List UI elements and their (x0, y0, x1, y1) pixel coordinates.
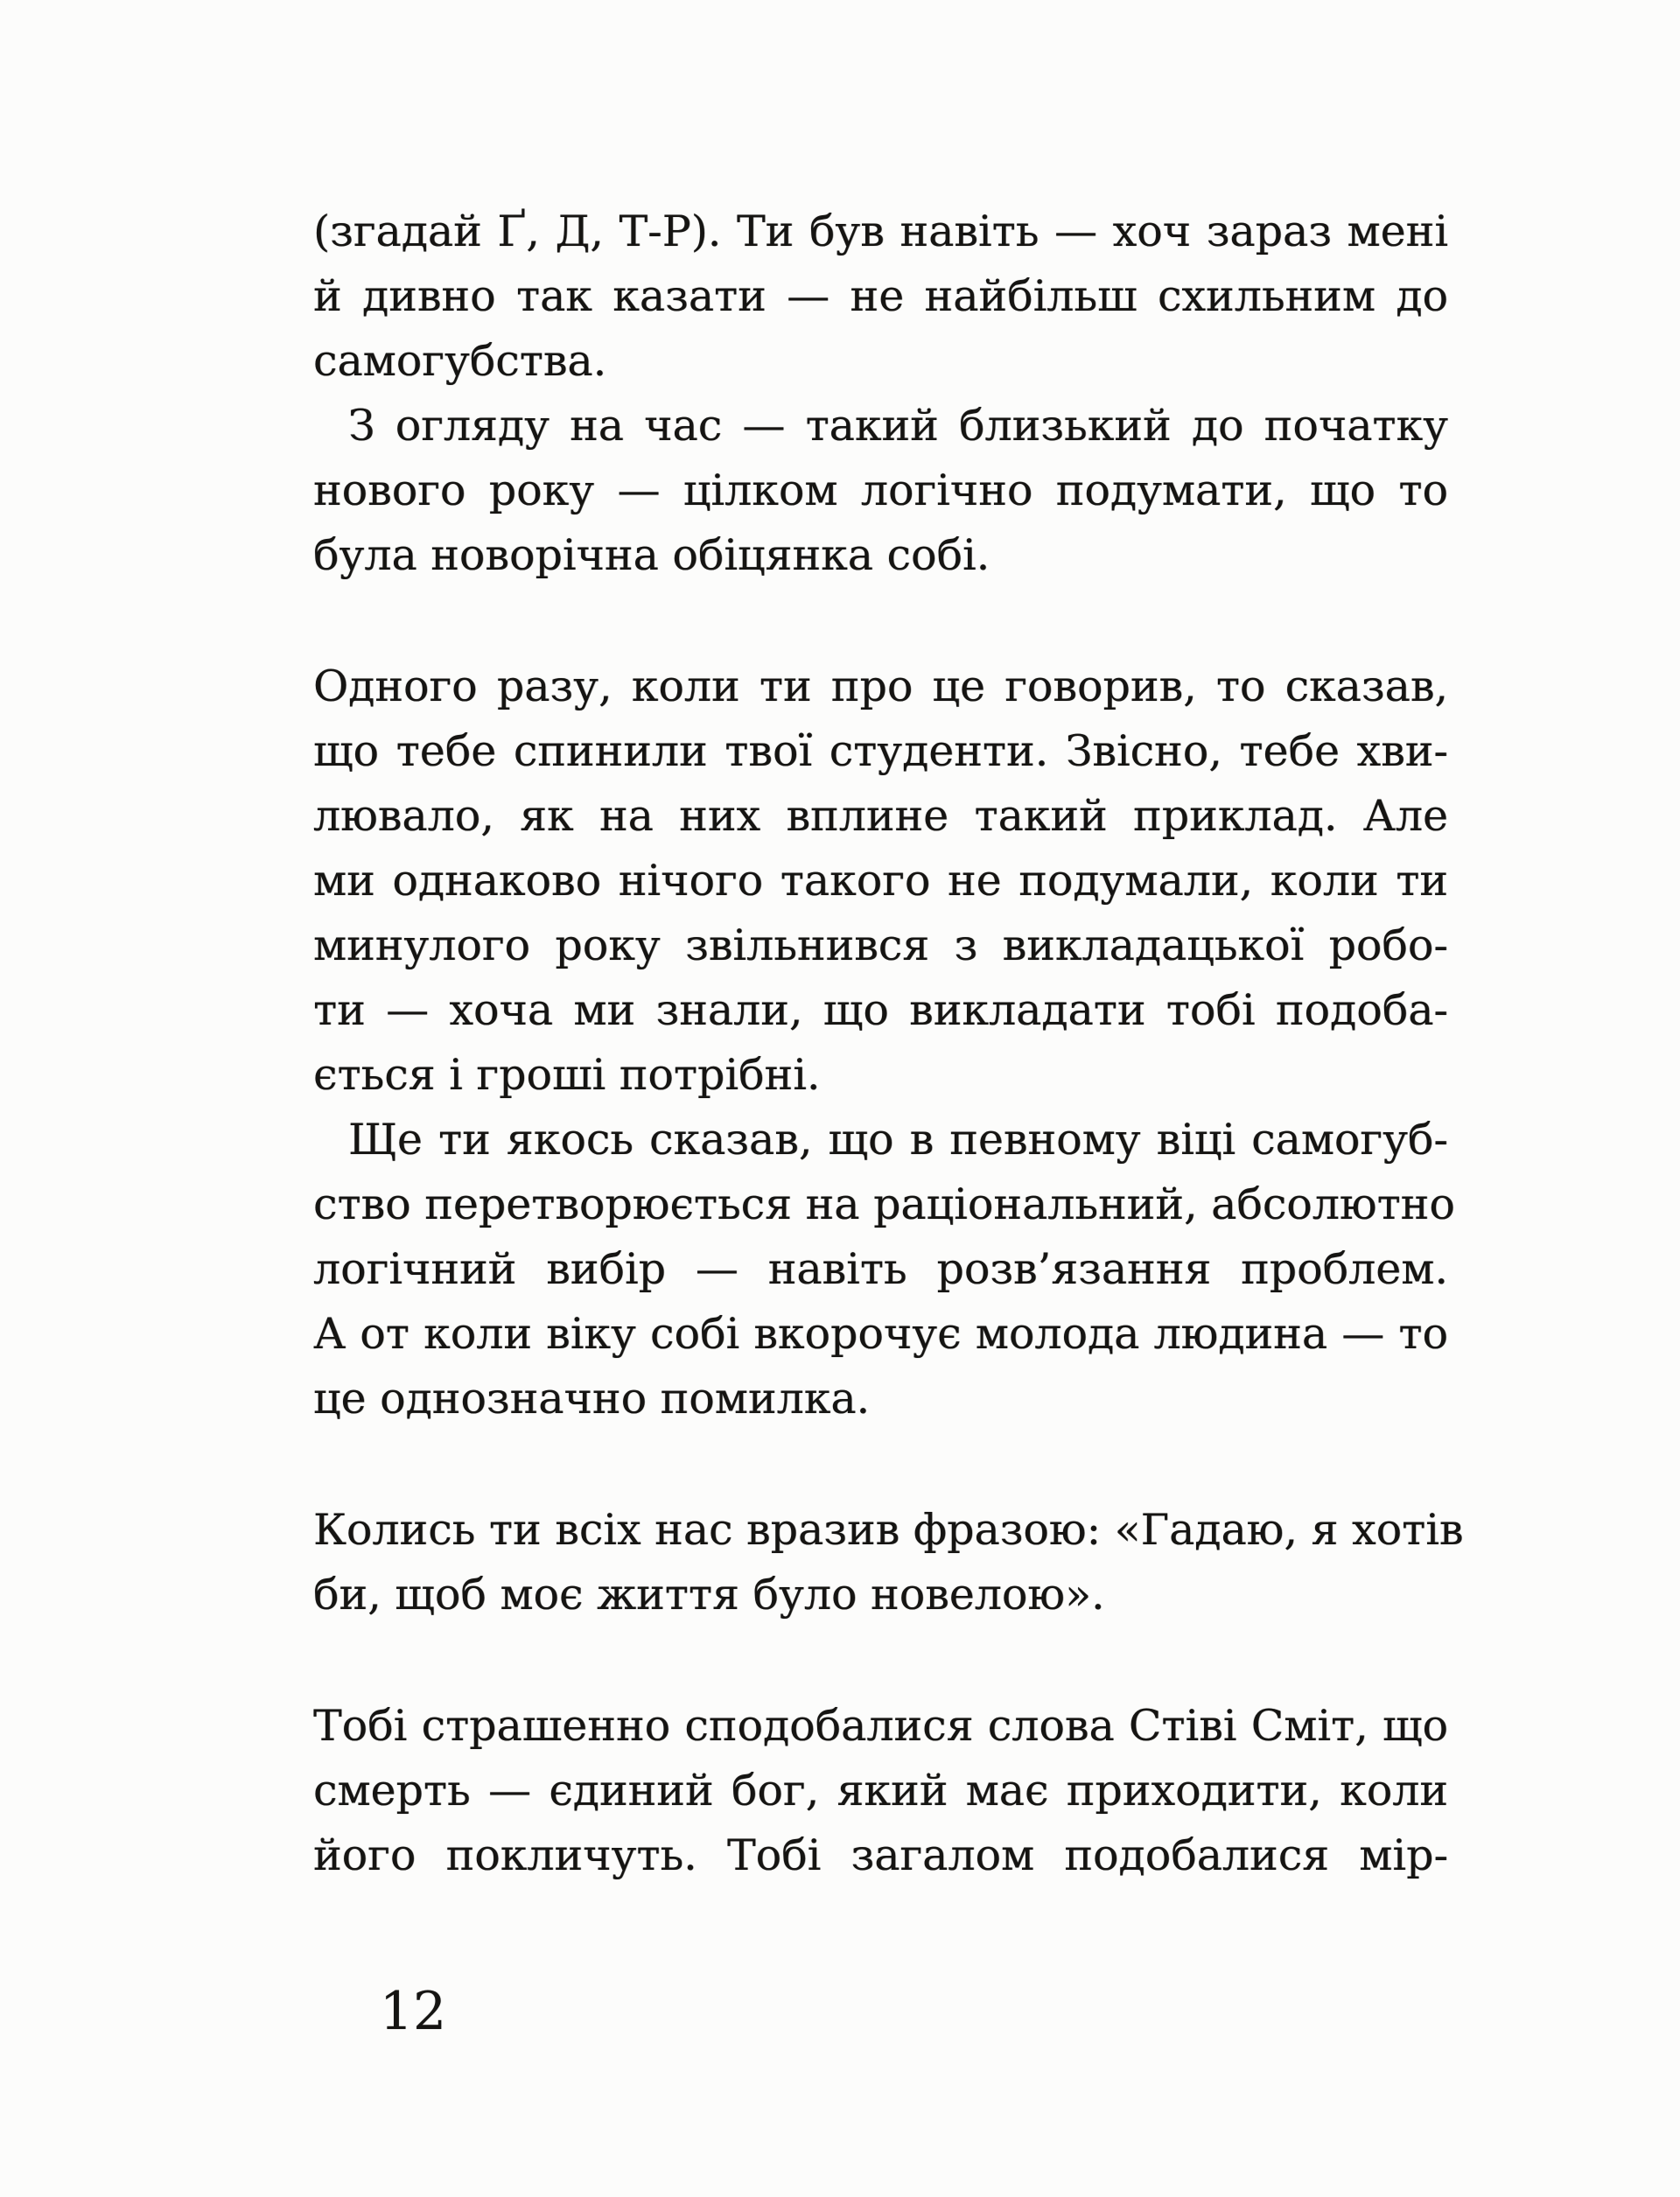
text-line: Одного разу, коли ти про це говорив, то сказав, (313, 661, 1448, 711)
paragraph (313, 1498, 1464, 1627)
paragraph (313, 1694, 1448, 1888)
paragraph (313, 199, 1448, 394)
text-line: лювало, як на них вплине такий приклад. Але (313, 791, 1448, 841)
text-line: й дивно так казати — не найбільш схильним до (313, 271, 1448, 321)
text-line: З огляду на час — такий близький до початку (348, 401, 1448, 451)
text-line: самогубства. (313, 336, 607, 386)
text-line: що тебе спинили твої студенти. Звісно, тебе хви- (313, 726, 1448, 776)
text-line: ється і гроші потрібні. (313, 1050, 821, 1100)
text-line: це однозначно помилка. (313, 1374, 871, 1424)
paragraph (313, 1108, 1455, 1431)
text-line: логічний вибір — навіть розв’язання проблем. (313, 1244, 1448, 1294)
text-line: була новорічна обіцянка собі. (313, 530, 990, 580)
text-line: Тобі страшенно сподобалися слова Стіві Сміт, що (313, 1701, 1448, 1751)
page-text-block (313, 199, 1464, 1888)
text-line: ство перетворюється на раціональний, абсолютно (313, 1179, 1455, 1229)
text-line: би, щоб моє життя було новелою». (313, 1570, 1105, 1620)
text-line: його покличуть. Тобі загалом подобалися мір- (313, 1830, 1448, 1880)
paragraph (313, 654, 1448, 1108)
text-line: (згадай Ґ, Д, Т-Р). Ти був навіть — хоч зараз мені (313, 206, 1448, 256)
text-line: ми однаково нічого такого не подумали, коли ти (313, 856, 1448, 906)
text-line: ти — хоча ми знали, що викладати тобі подоба- (313, 985, 1448, 1035)
text-line: смерть — єдиний бог, який має приходити, коли (313, 1766, 1448, 1816)
text-line: минулого року звільнився з викладацької робо- (313, 920, 1448, 970)
text-line: Ще ти якось сказав, що в певному віці самогуб- (348, 1115, 1448, 1165)
page-number: 12 (379, 1981, 447, 2042)
text-line: нового року — цілком логічно подумати, що то (313, 465, 1448, 515)
paragraph (313, 394, 1448, 588)
text-line: Колись ти всіх нас вразив фразою: «Гадаю, я хотів (313, 1505, 1464, 1555)
text-line: А от коли віку собі вкорочує молода людина — то (313, 1309, 1448, 1359)
